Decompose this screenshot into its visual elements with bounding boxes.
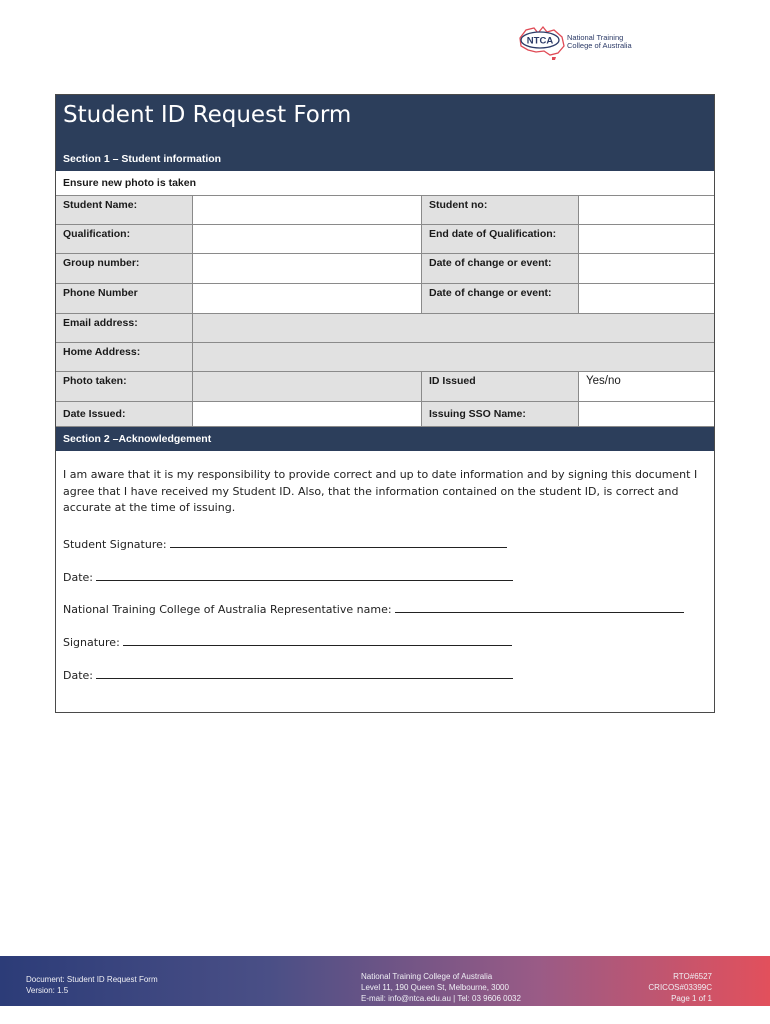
student-no-label: Student no: [422,196,579,225]
issuing-sso-name-label: Issuing SSO Name: [422,402,579,427]
footer-registration-info [648,971,712,1004]
acknowledgement-text-block [63,467,711,517]
student-name-field[interactable] [193,196,422,225]
student-signature-line[interactable] [63,537,507,551]
page-footer [0,956,770,1006]
footer-document-info [26,974,158,996]
footer-contact: E-mail: info@ntca.edu.au | Tel: 03 9606 0032 [361,994,521,1003]
issuing-sso-name-field[interactable] [579,402,714,427]
footer-rto: RTO#6527 [673,972,712,981]
logo-abbreviation: NTCA [526,35,554,47]
signature-line[interactable] [63,635,512,649]
phone-number-label: Phone Number [56,284,193,314]
home-address-label: Home Address: [56,343,193,372]
footer-address: Level 11, 190 Queen St, Melbourne, 3000 [361,983,509,992]
representative-name-line[interactable] [63,602,684,616]
footer-document-name: Document: Student ID Request Form [26,975,158,984]
student-id-request-form [55,94,715,713]
date-rule-2 [96,668,513,679]
representative-name-label: National Training College of Australia Representative name: [63,603,392,616]
phone-number-field[interactable] [193,284,422,314]
date-line-2[interactable] [63,668,513,682]
end-date-label: End date of Qualification: [422,225,579,254]
date-rule-1 [96,570,513,581]
logo-name [567,34,632,50]
australia-map-icon [516,24,568,62]
ntca-logo [516,24,666,62]
email-address-label: Email address: [56,314,193,343]
date-of-change-label-2: Date of change or event: [422,284,579,314]
id-issued-value[interactable]: Yes/no [579,372,714,402]
footer-cricos: CRICOS#03399C [648,983,712,992]
signature-label: Signature: [63,636,120,649]
date-of-change-field-1[interactable] [579,254,714,284]
date-of-change-field-2[interactable] [579,284,714,314]
section-2-header: Section 2 –Acknowledgement [56,427,714,451]
date-line-1[interactable] [63,570,513,584]
logo-name-line2: College of Australia [567,41,632,50]
home-address-field[interactable] [193,343,714,372]
student-no-field[interactable] [579,196,714,225]
form-title: Student ID Request Form [63,102,352,128]
student-signature-label: Student Signature: [63,538,167,551]
representative-name-rule [395,602,684,613]
date-of-change-label-1: Date of change or event: [422,254,579,284]
student-signature-rule [170,537,507,548]
footer-college-info [361,971,521,1004]
date-label-1: Date: [63,571,93,584]
id-issued-label: ID Issued [422,372,579,402]
date-issued-field[interactable] [193,402,422,427]
end-date-field[interactable] [579,225,714,254]
logo-name-line1: National Training [567,33,624,42]
acknowledgement-text: I am aware that it is my responsibility to provide correct and up to date information and by signing this document I agree that I have received my Student ID. Also, that the information contained on the student ID, is correct and accurate at the time of issuing. [63,468,698,514]
student-name-label: Student Name: [56,196,193,225]
form-title-bar [56,95,714,147]
qualification-label: Qualification: [56,225,193,254]
footer-page-number: Page 1 of 1 [671,994,712,1003]
email-address-field[interactable] [193,314,714,343]
date-label-2: Date: [63,669,93,682]
photo-note: Ensure new photo is taken [56,171,714,196]
photo-taken-label: Photo taken: [56,372,193,402]
group-number-field[interactable] [193,254,422,284]
photo-taken-field[interactable] [193,372,422,402]
group-number-label: Group number: [56,254,193,284]
footer-version: Version: 1.5 [26,986,69,995]
date-issued-label: Date Issued: [56,402,193,427]
section-1-header: Section 1 – Student information [56,147,714,171]
signature-rule [123,635,512,646]
footer-college-name: National Training College of Australia [361,972,493,981]
qualification-field[interactable] [193,225,422,254]
